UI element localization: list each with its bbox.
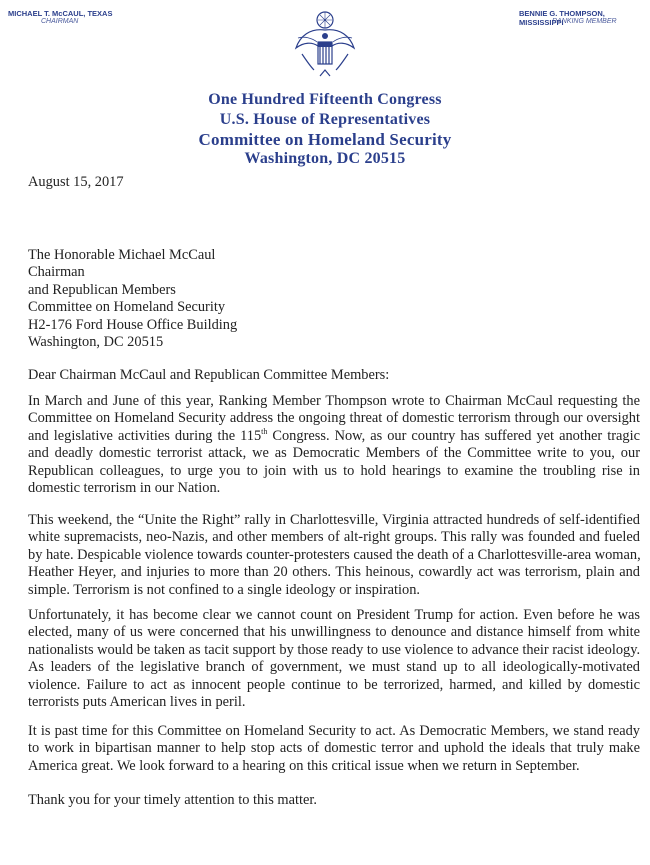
paragraph-line: It is past time for this Committee on Homeland Security to act. As Democratic Members, we stand ready: [28, 723, 640, 739]
paragraph-line: Republican colleagues, to urge you to join with us to hold hearings to examine the troubling rise in: [28, 462, 640, 479]
paragraph-line: and deadly domestic terrorist attack, we as Democratic Members of the Committee write to you, our: [28, 445, 640, 462]
address-line: Chairman: [28, 264, 85, 281]
paragraph-4: [28, 723, 640, 775]
letterhead-line-house: U.S. House of Representatives: [219, 111, 431, 128]
paragraph-1: [28, 393, 640, 497]
paragraph-line: elected, many of us were concerned that his unwillingness to denounce and distance himself from white: [28, 624, 640, 641]
address-line: and Republican Members: [28, 281, 176, 298]
paragraph-line: simple. Terrorism is not confined to a single ideology or inspiration.: [28, 581, 421, 598]
paragraph-line: Committee on Homeland Security address the ongoing threat of domestic terrorism through our oversight: [28, 410, 640, 427]
paragraph-line: white supremacists, neo-Nazis, and other members of alt-right groups. This rally was founded and fueled: [28, 529, 640, 546]
paragraph-line: by hate. Despicable violence towards counter-protesters caused the death of a Charlottesville-area woman,: [28, 546, 641, 563]
line-segment: and legislative activities during the 115: [28, 427, 262, 444]
paragraph-3: [28, 607, 640, 711]
chairman-title: CHAIRMAN: [41, 18, 79, 25]
chairman-name: MICHAEL T. McCAUL, TEXAS: [8, 9, 113, 18]
paragraph-line: In March and June of this year, Ranking Member Thompson wrote to Chairman McCaul requesting the: [28, 393, 640, 409]
paragraph-2: [28, 512, 640, 599]
letterhead-line-address: Washington, DC 20515: [244, 150, 406, 167]
address-line: Committee on Homeland Security: [28, 299, 226, 316]
ranking-member-title: RANKING MEMBER: [552, 18, 617, 25]
letter-date: August 15, 2017: [28, 174, 124, 190]
ranking-member-name: BENNIE G. THOMPSON, MISSISSIPPI: [519, 9, 605, 27]
paragraph-line: to work in bipartisan manner to help stop acts of domestic terror and uphold the ideals that truly make: [28, 740, 640, 757]
salutation: Dear Chairman McCaul and Republican Committee Members:: [28, 367, 390, 383]
letterhead-line-congress: One Hundred Fifteenth Congress: [208, 91, 442, 108]
address-line: H2-176 Ford House Office Building: [28, 316, 238, 333]
paragraph-line: America great. We look forward to a hearing on this critical issue when we return in September.: [28, 757, 580, 774]
closing: Thank you for your timely attention to this matter.: [28, 792, 317, 808]
paragraph-line: violence. Failure to act as innocent people continue to be terrorized, harmed, and killed by domestic: [28, 676, 640, 693]
paragraph-line: domestic terrorism in our Nation.: [28, 480, 221, 497]
address-line: The Honorable Michael McCaul: [28, 247, 216, 263]
paragraph-line: This weekend, the “Unite the Right” rally in Charlottesville, Virginia attracted hundreds of self-identified: [28, 512, 640, 528]
paragraph-line: Heather Heyer, and injuries to more than 20 others. This heinous, cowardly act was terrorism, plain and: [28, 564, 640, 581]
ordinal-suffix: th: [261, 427, 268, 437]
address-line: Washington, DC 20515: [28, 334, 164, 351]
letterhead-line-committee: Committee on Homeland Security: [198, 130, 452, 149]
paragraph-line: As leaders of the legislative branch of government, we must stand up to all ideologically-motivated: [28, 659, 640, 676]
line-segment: Congress. Now, as our country has suffered yet another tragic: [267, 427, 640, 444]
paragraph-line: nationalists would be taken as tacit support by those ready to use violence to advance their racist ideology.: [28, 641, 641, 658]
paragraph-line: [28, 428, 640, 445]
paragraph-line: Unfortunately, it has become clear we cannot count on President Trump for action. Even before he was: [28, 607, 640, 623]
paragraph-line: terrorists puts American lives in peril.: [28, 694, 246, 711]
congressional-seal-icon: [290, 8, 360, 80]
recipient-address: [28, 247, 640, 351]
